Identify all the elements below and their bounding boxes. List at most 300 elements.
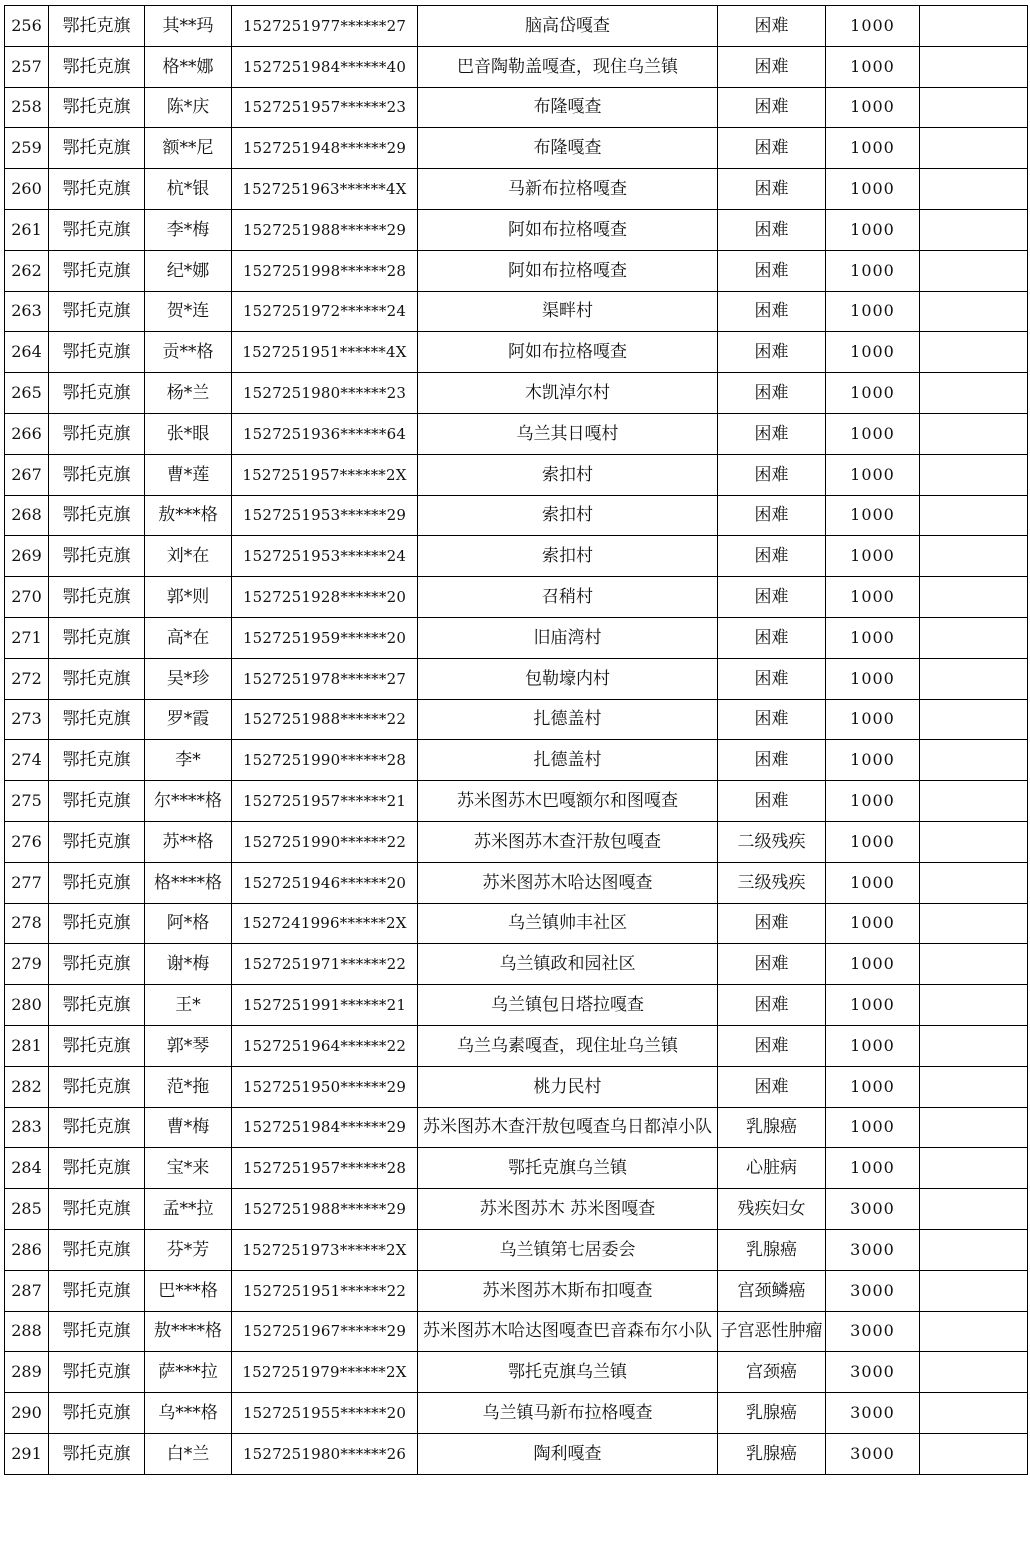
amount-cell: 1000 xyxy=(826,46,920,87)
row-number-cell: 277 xyxy=(5,862,49,903)
table-row xyxy=(5,6,1028,47)
row-number-cell: 289 xyxy=(5,1352,49,1393)
row-number-cell: 271 xyxy=(5,617,49,658)
row-number-cell: 285 xyxy=(5,1189,49,1230)
name-cell: 贡**格 xyxy=(145,332,232,373)
amount-cell: 1000 xyxy=(826,985,920,1026)
name-cell: 刘*在 xyxy=(145,536,232,577)
id-number-cell: 1527251951******22 xyxy=(232,1270,418,1311)
id-number-cell: 1527251936******64 xyxy=(232,413,418,454)
name-cell: 杨*兰 xyxy=(145,373,232,414)
name-cell: 郭*则 xyxy=(145,577,232,618)
name-cell: 尔****格 xyxy=(145,781,232,822)
table-row xyxy=(5,1066,1028,1107)
address-cell: 召稍村 xyxy=(418,577,718,618)
county-cell: 鄂托克旗 xyxy=(49,1311,145,1352)
name-cell: 张*眼 xyxy=(145,413,232,454)
address-cell: 鄂托克旗乌兰镇 xyxy=(418,1148,718,1189)
amount-cell: 1000 xyxy=(826,87,920,128)
amount-cell: 1000 xyxy=(826,1066,920,1107)
county-cell: 鄂托克旗 xyxy=(49,209,145,250)
address-cell: 布隆嘎查 xyxy=(418,87,718,128)
address-cell: 索扣村 xyxy=(418,495,718,536)
name-cell: 白*兰 xyxy=(145,1433,232,1474)
id-number-cell: 1527251953******29 xyxy=(232,495,418,536)
county-cell: 鄂托克旗 xyxy=(49,536,145,577)
amount-cell: 3000 xyxy=(826,1189,920,1230)
table-row xyxy=(5,373,1028,414)
category-cell: 困难 xyxy=(718,699,826,740)
address-cell: 布隆嘎查 xyxy=(418,128,718,169)
id-number-cell: 1527251957******28 xyxy=(232,1148,418,1189)
id-number-cell: 1527251984******40 xyxy=(232,46,418,87)
row-number-cell: 270 xyxy=(5,577,49,618)
amount-cell: 1000 xyxy=(826,1148,920,1189)
note-cell xyxy=(920,6,1028,47)
id-number-cell: 1527251963******4X xyxy=(232,169,418,210)
address-cell: 桃力民村 xyxy=(418,1066,718,1107)
note-cell xyxy=(920,944,1028,985)
address-cell: 阿如布拉格嘎查 xyxy=(418,209,718,250)
note-cell xyxy=(920,1229,1028,1270)
row-number-cell: 275 xyxy=(5,781,49,822)
table-row xyxy=(5,862,1028,903)
row-number-cell: 287 xyxy=(5,1270,49,1311)
name-cell: 敖***格 xyxy=(145,495,232,536)
amount-cell: 1000 xyxy=(826,903,920,944)
table-row xyxy=(5,699,1028,740)
row-number-cell: 263 xyxy=(5,291,49,332)
county-cell: 鄂托克旗 xyxy=(49,373,145,414)
address-cell: 乌兰乌素嘎查，现住址乌兰镇 xyxy=(418,1025,718,1066)
amount-cell: 1000 xyxy=(826,617,920,658)
county-cell: 鄂托克旗 xyxy=(49,1433,145,1474)
id-number-cell: 1527251967******29 xyxy=(232,1311,418,1352)
name-cell: 萨***拉 xyxy=(145,1352,232,1393)
address-cell: 包勒壕内村 xyxy=(418,658,718,699)
name-cell: 其**玛 xyxy=(145,6,232,47)
address-cell: 苏米图苏木查汗敖包嘎查 xyxy=(418,821,718,862)
row-number-cell: 278 xyxy=(5,903,49,944)
name-cell: 陈*庆 xyxy=(145,87,232,128)
category-cell: 乳腺癌 xyxy=(718,1107,826,1148)
address-cell: 索扣村 xyxy=(418,536,718,577)
name-cell: 罗*霞 xyxy=(145,699,232,740)
note-cell xyxy=(920,454,1028,495)
note-cell xyxy=(920,1393,1028,1434)
note-cell xyxy=(920,985,1028,1026)
county-cell: 鄂托克旗 xyxy=(49,413,145,454)
address-cell: 苏米图苏木斯布扣嘎查 xyxy=(418,1270,718,1311)
county-cell: 鄂托克旗 xyxy=(49,1148,145,1189)
county-cell: 鄂托克旗 xyxy=(49,1189,145,1230)
county-cell: 鄂托克旗 xyxy=(49,291,145,332)
address-cell: 阿如布拉格嘎查 xyxy=(418,332,718,373)
address-cell: 乌兰其日嘎村 xyxy=(418,413,718,454)
table-row xyxy=(5,1393,1028,1434)
category-cell: 困难 xyxy=(718,332,826,373)
name-cell: 芬*芳 xyxy=(145,1229,232,1270)
address-cell: 苏米图苏木哈达图嘎查巴音森布尔小队 xyxy=(418,1311,718,1352)
row-number-cell: 281 xyxy=(5,1025,49,1066)
row-number-cell: 279 xyxy=(5,944,49,985)
row-number-cell: 258 xyxy=(5,87,49,128)
amount-cell: 3000 xyxy=(826,1433,920,1474)
name-cell: 额**尼 xyxy=(145,128,232,169)
table-row xyxy=(5,536,1028,577)
note-cell xyxy=(920,46,1028,87)
address-cell: 陶利嘎查 xyxy=(418,1433,718,1474)
category-cell: 困难 xyxy=(718,6,826,47)
name-cell: 巴***格 xyxy=(145,1270,232,1311)
note-cell xyxy=(920,332,1028,373)
category-cell: 困难 xyxy=(718,577,826,618)
amount-cell: 1000 xyxy=(826,536,920,577)
note-cell xyxy=(920,577,1028,618)
address-cell: 脑高岱嘎查 xyxy=(418,6,718,47)
amount-cell: 1000 xyxy=(826,6,920,47)
id-number-cell: 1527251990******22 xyxy=(232,821,418,862)
county-cell: 鄂托克旗 xyxy=(49,1393,145,1434)
row-number-cell: 268 xyxy=(5,495,49,536)
id-number-cell: 1527251990******28 xyxy=(232,740,418,781)
county-cell: 鄂托克旗 xyxy=(49,821,145,862)
table-row xyxy=(5,821,1028,862)
note-cell xyxy=(920,781,1028,822)
row-number-cell: 260 xyxy=(5,169,49,210)
table-row xyxy=(5,250,1028,291)
category-cell: 三级残疾 xyxy=(718,862,826,903)
table-body xyxy=(5,6,1028,1475)
address-cell: 乌兰镇第七居委会 xyxy=(418,1229,718,1270)
id-number-cell: 1527251946******20 xyxy=(232,862,418,903)
county-cell: 鄂托克旗 xyxy=(49,169,145,210)
address-cell: 乌兰镇政和园社区 xyxy=(418,944,718,985)
address-cell: 苏米图苏木巴嘎额尔和图嘎查 xyxy=(418,781,718,822)
amount-cell: 3000 xyxy=(826,1352,920,1393)
note-cell xyxy=(920,1311,1028,1352)
name-cell: 范*拖 xyxy=(145,1066,232,1107)
row-number-cell: 259 xyxy=(5,128,49,169)
table-row xyxy=(5,781,1028,822)
county-cell: 鄂托克旗 xyxy=(49,1025,145,1066)
note-cell xyxy=(920,413,1028,454)
note-cell xyxy=(920,903,1028,944)
address-cell: 苏米图苏木哈达图嘎查 xyxy=(418,862,718,903)
name-cell: 格****格 xyxy=(145,862,232,903)
amount-cell: 1000 xyxy=(826,821,920,862)
name-cell: 郭*琴 xyxy=(145,1025,232,1066)
name-cell: 纪*娜 xyxy=(145,250,232,291)
table-row xyxy=(5,577,1028,618)
category-cell: 困难 xyxy=(718,495,826,536)
name-cell: 高*在 xyxy=(145,617,232,658)
county-cell: 鄂托克旗 xyxy=(49,658,145,699)
category-cell: 困难 xyxy=(718,169,826,210)
address-cell: 扎德盖村 xyxy=(418,699,718,740)
row-number-cell: 291 xyxy=(5,1433,49,1474)
amount-cell: 1000 xyxy=(826,740,920,781)
note-cell xyxy=(920,1148,1028,1189)
id-number-cell: 1527251979******2X xyxy=(232,1352,418,1393)
county-cell: 鄂托克旗 xyxy=(49,1270,145,1311)
row-number-cell: 264 xyxy=(5,332,49,373)
table-row xyxy=(5,87,1028,128)
name-cell: 格**娜 xyxy=(145,46,232,87)
address-cell: 索扣村 xyxy=(418,454,718,495)
amount-cell: 1000 xyxy=(826,781,920,822)
id-number-cell: 1527251977******27 xyxy=(232,6,418,47)
id-number-cell: 1527251988******22 xyxy=(232,699,418,740)
amount-cell: 1000 xyxy=(826,373,920,414)
amount-cell: 1000 xyxy=(826,291,920,332)
row-number-cell: 283 xyxy=(5,1107,49,1148)
name-cell: 敖****格 xyxy=(145,1311,232,1352)
county-cell: 鄂托克旗 xyxy=(49,781,145,822)
row-number-cell: 265 xyxy=(5,373,49,414)
note-cell xyxy=(920,1433,1028,1474)
county-cell: 鄂托克旗 xyxy=(49,944,145,985)
address-cell: 木凯淖尔村 xyxy=(418,373,718,414)
note-cell xyxy=(920,699,1028,740)
note-cell xyxy=(920,862,1028,903)
id-number-cell: 1527251957******21 xyxy=(232,781,418,822)
county-cell: 鄂托克旗 xyxy=(49,985,145,1026)
county-cell: 鄂托克旗 xyxy=(49,862,145,903)
id-number-cell: 1527251955******20 xyxy=(232,1393,418,1434)
category-cell: 心脏病 xyxy=(718,1148,826,1189)
county-cell: 鄂托克旗 xyxy=(49,1107,145,1148)
address-cell: 巴音陶勒盖嘎查，现住乌兰镇 xyxy=(418,46,718,87)
note-cell xyxy=(920,1066,1028,1107)
amount-cell: 1000 xyxy=(826,332,920,373)
id-number-cell: 1527241996******2X xyxy=(232,903,418,944)
category-cell: 宫颈鳞癌 xyxy=(718,1270,826,1311)
category-cell: 困难 xyxy=(718,781,826,822)
row-number-cell: 276 xyxy=(5,821,49,862)
row-number-cell: 282 xyxy=(5,1066,49,1107)
id-number-cell: 1527251984******29 xyxy=(232,1107,418,1148)
category-cell: 二级残疾 xyxy=(718,821,826,862)
address-cell: 扎德盖村 xyxy=(418,740,718,781)
address-cell: 苏米图苏木查汗敖包嘎查乌日都淖小队 xyxy=(418,1107,718,1148)
note-cell xyxy=(920,1107,1028,1148)
address-cell: 阿如布拉格嘎查 xyxy=(418,250,718,291)
note-cell xyxy=(920,169,1028,210)
row-number-cell: 266 xyxy=(5,413,49,454)
table-row xyxy=(5,1025,1028,1066)
note-cell xyxy=(920,373,1028,414)
amount-cell: 1000 xyxy=(826,1025,920,1066)
name-cell: 曹*莲 xyxy=(145,454,232,495)
table-row xyxy=(5,169,1028,210)
table-row xyxy=(5,128,1028,169)
row-number-cell: 273 xyxy=(5,699,49,740)
table-row xyxy=(5,658,1028,699)
category-cell: 乳腺癌 xyxy=(718,1393,826,1434)
address-cell: 渠畔村 xyxy=(418,291,718,332)
row-number-cell: 261 xyxy=(5,209,49,250)
category-cell: 困难 xyxy=(718,1025,826,1066)
recipient-table xyxy=(4,5,1028,1475)
row-number-cell: 256 xyxy=(5,6,49,47)
note-cell xyxy=(920,209,1028,250)
id-number-cell: 1527251973******2X xyxy=(232,1229,418,1270)
amount-cell: 1000 xyxy=(826,577,920,618)
id-number-cell: 1527251991******21 xyxy=(232,985,418,1026)
name-cell: 苏**格 xyxy=(145,821,232,862)
table-row xyxy=(5,1107,1028,1148)
category-cell: 困难 xyxy=(718,291,826,332)
category-cell: 困难 xyxy=(718,46,826,87)
category-cell: 困难 xyxy=(718,740,826,781)
category-cell: 困难 xyxy=(718,944,826,985)
county-cell: 鄂托克旗 xyxy=(49,740,145,781)
table-row xyxy=(5,1433,1028,1474)
table-row xyxy=(5,1189,1028,1230)
name-cell: 王* xyxy=(145,985,232,1026)
county-cell: 鄂托克旗 xyxy=(49,332,145,373)
amount-cell: 3000 xyxy=(826,1311,920,1352)
name-cell: 孟**拉 xyxy=(145,1189,232,1230)
note-cell xyxy=(920,250,1028,291)
note-cell xyxy=(920,821,1028,862)
table-row xyxy=(5,46,1028,87)
note-cell xyxy=(920,740,1028,781)
id-number-cell: 1527251980******23 xyxy=(232,373,418,414)
id-number-cell: 1527251988******29 xyxy=(232,1189,418,1230)
county-cell: 鄂托克旗 xyxy=(49,128,145,169)
name-cell: 李*梅 xyxy=(145,209,232,250)
address-cell: 乌兰镇马新布拉格嘎查 xyxy=(418,1393,718,1434)
county-cell: 鄂托克旗 xyxy=(49,1229,145,1270)
county-cell: 鄂托克旗 xyxy=(49,617,145,658)
note-cell xyxy=(920,495,1028,536)
row-number-cell: 257 xyxy=(5,46,49,87)
name-cell: 宝*来 xyxy=(145,1148,232,1189)
address-cell: 旧庙湾村 xyxy=(418,617,718,658)
id-number-cell: 1527251948******29 xyxy=(232,128,418,169)
amount-cell: 1000 xyxy=(826,699,920,740)
row-number-cell: 288 xyxy=(5,1311,49,1352)
row-number-cell: 286 xyxy=(5,1229,49,1270)
category-cell: 困难 xyxy=(718,128,826,169)
id-number-cell: 1527251964******22 xyxy=(232,1025,418,1066)
id-number-cell: 1527251980******26 xyxy=(232,1433,418,1474)
amount-cell: 1000 xyxy=(826,454,920,495)
row-number-cell: 274 xyxy=(5,740,49,781)
note-cell xyxy=(920,1189,1028,1230)
category-cell: 宫颈癌 xyxy=(718,1352,826,1393)
note-cell xyxy=(920,617,1028,658)
name-cell: 曹*梅 xyxy=(145,1107,232,1148)
county-cell: 鄂托克旗 xyxy=(49,699,145,740)
category-cell: 乳腺癌 xyxy=(718,1229,826,1270)
note-cell xyxy=(920,1025,1028,1066)
name-cell: 贺*连 xyxy=(145,291,232,332)
name-cell: 吴*珍 xyxy=(145,658,232,699)
name-cell: 阿*格 xyxy=(145,903,232,944)
category-cell: 困难 xyxy=(718,250,826,291)
amount-cell: 1000 xyxy=(826,1107,920,1148)
amount-cell: 1000 xyxy=(826,495,920,536)
category-cell: 困难 xyxy=(718,985,826,1026)
county-cell: 鄂托克旗 xyxy=(49,1066,145,1107)
table-row xyxy=(5,413,1028,454)
table-row xyxy=(5,291,1028,332)
id-number-cell: 1527251988******29 xyxy=(232,209,418,250)
category-cell: 困难 xyxy=(718,209,826,250)
name-cell: 谢*梅 xyxy=(145,944,232,985)
row-number-cell: 290 xyxy=(5,1393,49,1434)
category-cell: 困难 xyxy=(718,903,826,944)
id-number-cell: 1527251950******29 xyxy=(232,1066,418,1107)
category-cell: 乳腺癌 xyxy=(718,1433,826,1474)
category-cell: 残疾妇女 xyxy=(718,1189,826,1230)
category-cell: 困难 xyxy=(718,454,826,495)
row-number-cell: 267 xyxy=(5,454,49,495)
row-number-cell: 269 xyxy=(5,536,49,577)
county-cell: 鄂托克旗 xyxy=(49,454,145,495)
address-cell: 鄂托克旗乌兰镇 xyxy=(418,1352,718,1393)
id-number-cell: 1527251998******28 xyxy=(232,250,418,291)
table-row xyxy=(5,1148,1028,1189)
id-number-cell: 1527251971******22 xyxy=(232,944,418,985)
row-number-cell: 284 xyxy=(5,1148,49,1189)
note-cell xyxy=(920,87,1028,128)
county-cell: 鄂托克旗 xyxy=(49,87,145,128)
county-cell: 鄂托克旗 xyxy=(49,1352,145,1393)
amount-cell: 1000 xyxy=(826,413,920,454)
address-cell: 乌兰镇帅丰社区 xyxy=(418,903,718,944)
category-cell: 困难 xyxy=(718,87,826,128)
table-row xyxy=(5,1352,1028,1393)
id-number-cell: 1527251953******24 xyxy=(232,536,418,577)
name-cell: 李* xyxy=(145,740,232,781)
table-row xyxy=(5,1311,1028,1352)
note-cell xyxy=(920,1352,1028,1393)
table-row xyxy=(5,1270,1028,1311)
category-cell: 困难 xyxy=(718,413,826,454)
county-cell: 鄂托克旗 xyxy=(49,495,145,536)
category-cell: 困难 xyxy=(718,658,826,699)
county-cell: 鄂托克旗 xyxy=(49,6,145,47)
category-cell: 困难 xyxy=(718,1066,826,1107)
amount-cell: 3000 xyxy=(826,1393,920,1434)
note-cell xyxy=(920,536,1028,577)
table-row xyxy=(5,740,1028,781)
category-cell: 困难 xyxy=(718,373,826,414)
note-cell xyxy=(920,291,1028,332)
document-sheet xyxy=(4,5,1028,1475)
table-row xyxy=(5,617,1028,658)
note-cell xyxy=(920,128,1028,169)
id-number-cell: 1527251972******24 xyxy=(232,291,418,332)
amount-cell: 3000 xyxy=(826,1229,920,1270)
table-row xyxy=(5,332,1028,373)
table-row xyxy=(5,903,1028,944)
row-number-cell: 280 xyxy=(5,985,49,1026)
amount-cell: 3000 xyxy=(826,1270,920,1311)
table-row xyxy=(5,209,1028,250)
note-cell xyxy=(920,658,1028,699)
category-cell: 困难 xyxy=(718,536,826,577)
amount-cell: 1000 xyxy=(826,862,920,903)
county-cell: 鄂托克旗 xyxy=(49,250,145,291)
address-cell: 马新布拉格嘎查 xyxy=(418,169,718,210)
table-row xyxy=(5,1229,1028,1270)
table-row xyxy=(5,944,1028,985)
